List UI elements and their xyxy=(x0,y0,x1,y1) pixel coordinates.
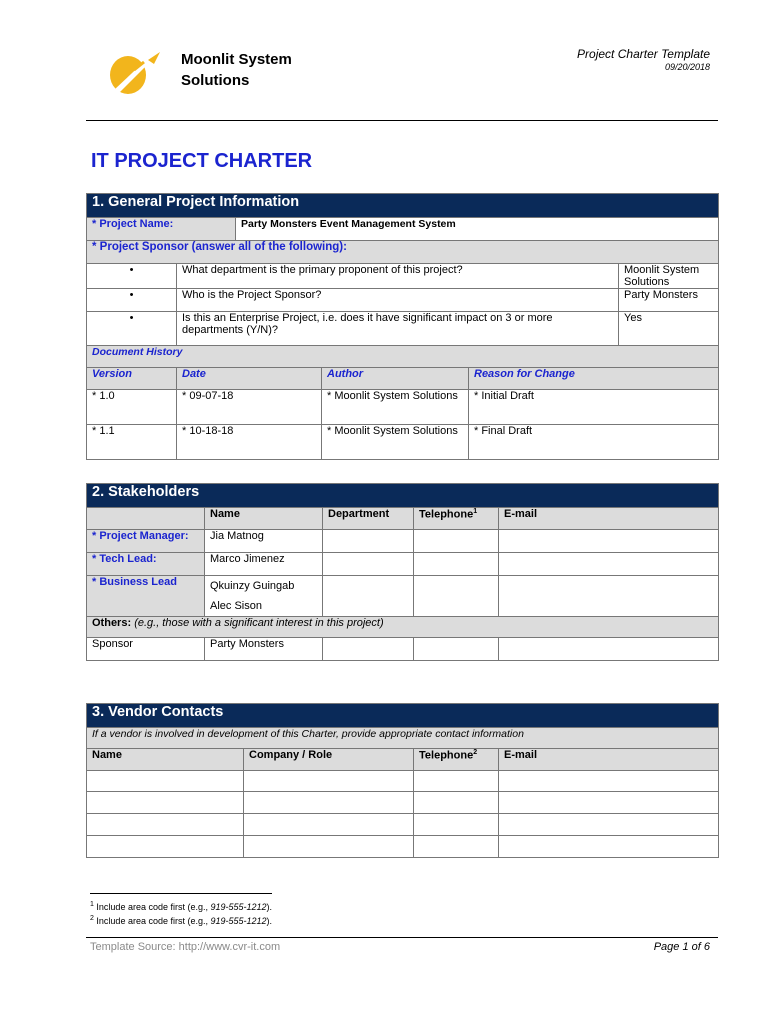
footnote-example: 919-555-1212 xyxy=(210,902,267,912)
history-col-date: Date xyxy=(177,368,322,390)
footnote-divider xyxy=(90,893,272,894)
bullet: • xyxy=(87,289,177,312)
empty-cell xyxy=(414,792,499,814)
empty-cell xyxy=(499,638,719,661)
empty-cell xyxy=(499,553,719,576)
footnote-1 xyxy=(90,901,272,912)
empty-cell xyxy=(323,576,414,617)
vendor-col-company: Company / Role xyxy=(244,749,414,771)
table-row xyxy=(87,553,719,576)
document-history-label: Document History xyxy=(87,346,719,368)
table-row xyxy=(87,771,719,792)
page-number: Page 1 of 6 xyxy=(653,941,710,953)
sponsor-name: Party Monsters xyxy=(205,638,323,661)
empty-cell xyxy=(87,792,244,814)
sponsor-answer-3: Yes xyxy=(619,312,719,346)
footnote-number: 1 xyxy=(90,901,94,908)
footer-divider xyxy=(86,937,718,938)
empty-cell xyxy=(414,553,499,576)
general-info-table xyxy=(86,193,719,460)
business-lead-names xyxy=(205,576,323,617)
footnote-end: ). xyxy=(266,916,273,926)
sponsor-answer-2: Party Monsters xyxy=(619,289,719,312)
company-name-line1: Moonlit System xyxy=(181,51,292,68)
empty-cell xyxy=(87,814,244,836)
history-col-reason: Reason for Change xyxy=(469,368,719,390)
history-reason: * Final Draft xyxy=(469,425,719,460)
empty-cell xyxy=(499,814,719,836)
history-date: * 10-18-18 xyxy=(177,425,322,460)
empty-cell xyxy=(499,771,719,792)
company-name xyxy=(181,49,292,91)
business-lead-name: Qkuinzy Guingab xyxy=(210,580,295,592)
footnote-end: ). xyxy=(266,902,273,912)
empty-cell xyxy=(414,530,499,553)
template-source: Template Source: http://www.cvr-it.com xyxy=(90,941,281,953)
vendor-col-telephone xyxy=(414,749,499,771)
footnote-example: 919-555-1212 xyxy=(210,916,267,926)
empty-cell xyxy=(87,771,244,792)
project-name-label: * Project Name: xyxy=(87,218,236,241)
header-divider xyxy=(86,120,718,121)
bullet: • xyxy=(87,312,177,346)
history-date: * 09-07-18 xyxy=(177,390,322,425)
sponsor-question-3: Is this an Enterprise Project, i.e. does it have significant impact on 3 or more departments (Y/N)? xyxy=(177,312,619,346)
section-heading-general: 1. General Project Information xyxy=(87,194,719,218)
others-hint: (e.g., those with a significant interest in this project) xyxy=(134,617,384,629)
table-row xyxy=(87,638,719,661)
section-heading-vendors: 3. Vendor Contacts xyxy=(87,704,719,728)
empty-cell xyxy=(87,836,244,858)
business-lead-name: Alec Sison xyxy=(210,600,262,612)
table-row xyxy=(87,792,719,814)
history-row xyxy=(87,425,719,460)
others-label: Others: xyxy=(92,617,132,629)
empty-cell xyxy=(244,771,414,792)
tech-lead-label: * Tech Lead: xyxy=(87,553,205,576)
table-row xyxy=(87,576,719,617)
empty-cell xyxy=(244,814,414,836)
tech-lead-name: Marco Jimenez xyxy=(205,553,323,576)
stakeholders-col-email: E-mail xyxy=(499,508,719,530)
history-col-version: Version xyxy=(87,368,177,390)
sponsor-question-1: What department is the primary proponent of this project? xyxy=(177,264,619,289)
business-lead-label: * Business Lead xyxy=(87,576,205,617)
footnote-number: 2 xyxy=(90,915,94,922)
empty-cell xyxy=(414,771,499,792)
footnote-ref: 2 xyxy=(473,749,478,756)
history-author: * Moonlit System Solutions xyxy=(322,425,469,460)
footnote-ref: 1 xyxy=(473,508,478,515)
stakeholders-col-telephone xyxy=(414,508,499,530)
empty-cell xyxy=(499,576,719,617)
others-row xyxy=(87,617,719,638)
empty-cell xyxy=(244,792,414,814)
empty-cell xyxy=(414,576,499,617)
sponsor-role: Sponsor xyxy=(87,638,205,661)
empty-cell xyxy=(499,530,719,553)
empty-cell xyxy=(414,638,499,661)
footnote-text: Include area code first (e.g., xyxy=(96,916,211,926)
empty-cell xyxy=(244,836,414,858)
document-date: 09/20/2018 xyxy=(664,62,710,72)
stakeholders-col-name: Name xyxy=(205,508,323,530)
company-name-line2: Solutions xyxy=(181,72,250,89)
vendor-col-telephone-label: Telephone xyxy=(419,749,474,762)
stakeholders-table xyxy=(86,483,719,661)
table-row xyxy=(87,530,719,553)
rocket-logo-icon xyxy=(104,50,162,96)
history-version: * 1.1 xyxy=(87,425,177,460)
table-row xyxy=(87,814,719,836)
footnote-text: Include area code first (e.g., xyxy=(96,902,211,912)
empty-cell xyxy=(499,836,719,858)
history-reason: * Initial Draft xyxy=(469,390,719,425)
history-author: * Moonlit System Solutions xyxy=(322,390,469,425)
history-col-author: Author xyxy=(322,368,469,390)
empty-cell xyxy=(414,836,499,858)
sponsor-answer-1: Moonlit System Solutions xyxy=(619,264,719,289)
vendor-contacts-table xyxy=(86,703,719,858)
section-heading-stakeholders: 2. Stakeholders xyxy=(87,484,719,508)
empty-cell xyxy=(414,814,499,836)
stakeholders-col-department: Department xyxy=(323,508,414,530)
empty-cell xyxy=(323,553,414,576)
stakeholders-col-empty xyxy=(87,508,205,530)
history-version: * 1.0 xyxy=(87,390,177,425)
empty-cell xyxy=(323,638,414,661)
empty-cell xyxy=(499,792,719,814)
stakeholders-col-telephone-label: Telephone xyxy=(419,508,474,521)
table-row xyxy=(87,836,719,858)
project-name-value: Party Monsters Event Management System xyxy=(236,218,719,241)
vendor-col-name: Name xyxy=(87,749,244,771)
document-title: Project Charter Template xyxy=(577,47,710,61)
sponsor-question-2: Who is the Project Sponsor? xyxy=(177,289,619,312)
footnote-2 xyxy=(90,915,272,926)
vendor-col-email: E-mail xyxy=(499,749,719,771)
project-sponsor-label: * Project Sponsor (answer all of the following): xyxy=(87,241,719,264)
project-manager-label: * Project Manager: xyxy=(87,530,205,553)
history-row xyxy=(87,390,719,425)
empty-cell xyxy=(323,530,414,553)
bullet: • xyxy=(87,264,177,289)
page-title: IT PROJECT CHARTER xyxy=(91,150,313,172)
project-manager-name: Jia Matnog xyxy=(205,530,323,553)
vendor-note: If a vendor is involved in development of this Charter, provide appropriate contact information xyxy=(87,728,719,749)
